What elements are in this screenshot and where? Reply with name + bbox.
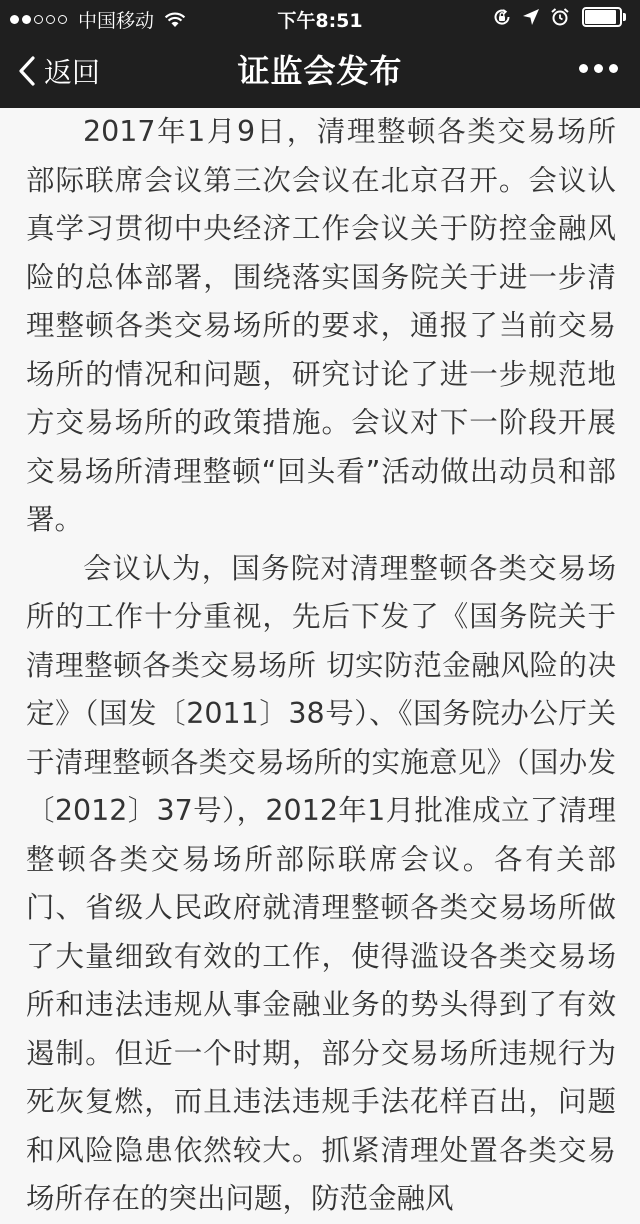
status-right — [482, 7, 628, 27]
battery-icon — [582, 7, 628, 27]
rotation-lock-icon — [492, 7, 512, 27]
carrier-name: 中国移动 — [78, 10, 155, 32]
back-label: 返回 — [44, 56, 101, 89]
article-body — [26, 108, 616, 1224]
article-paragraph-1: 2017年1月9日，清理整顿各类交易场所部际联席会议第三次会议在北京召开。会议认真学习贯彻中央经济工作会议关于防控金融风险的总体部署，围绕落实国务院关于进一步清理整顿各类交易场所的要求，通报了当前交易场所的情况和问题，研究讨论了进一步规范地方交易场所的政策措施。会议对下一阶段开展交易场所清理整顿“回头看”活动做出动员和部署。 — [26, 115, 616, 536]
location-arrow-icon — [522, 8, 540, 26]
more-dot — [594, 64, 603, 73]
article-paragraph-2: 会议认为，国务院对清理整顿各类交易场所的工作十分重视，先后下发了《国务院关于清理整顿各类交易场所 切实防范金融风险的决定》（国发〔2011〕38号）、《国务院办公厅关于清理整顿各类交易场所的实施意见》（国办发〔2012〕37号），2012年1月批准成立了清理整顿各类交易场所部际联席会议。各有关部门、省级人民政府就清理整顿各类交易场所做了大量细致有效的工作，使得滥设各类交易场所和违法违规从事金融业务的势头得到了有效遏制。但近一个时期，部分交易场所违规行为死灰复燃，而且违法违规手法花样百出，问题和风险隐患依然较大。抓紧清理处置各类交易场所存在的突出问题，防范金融风 — [26, 551, 616, 1215]
more-button[interactable] — [573, 64, 618, 73]
alarm-clock-icon — [550, 7, 570, 27]
more-dots-icon — [579, 64, 588, 73]
status-time: 下午8:51 — [277, 10, 363, 32]
page-title: 证监会发布 — [237, 52, 403, 90]
navigation-bar — [0, 34, 640, 108]
more-dot — [609, 64, 618, 73]
status-bar — [0, 0, 640, 34]
